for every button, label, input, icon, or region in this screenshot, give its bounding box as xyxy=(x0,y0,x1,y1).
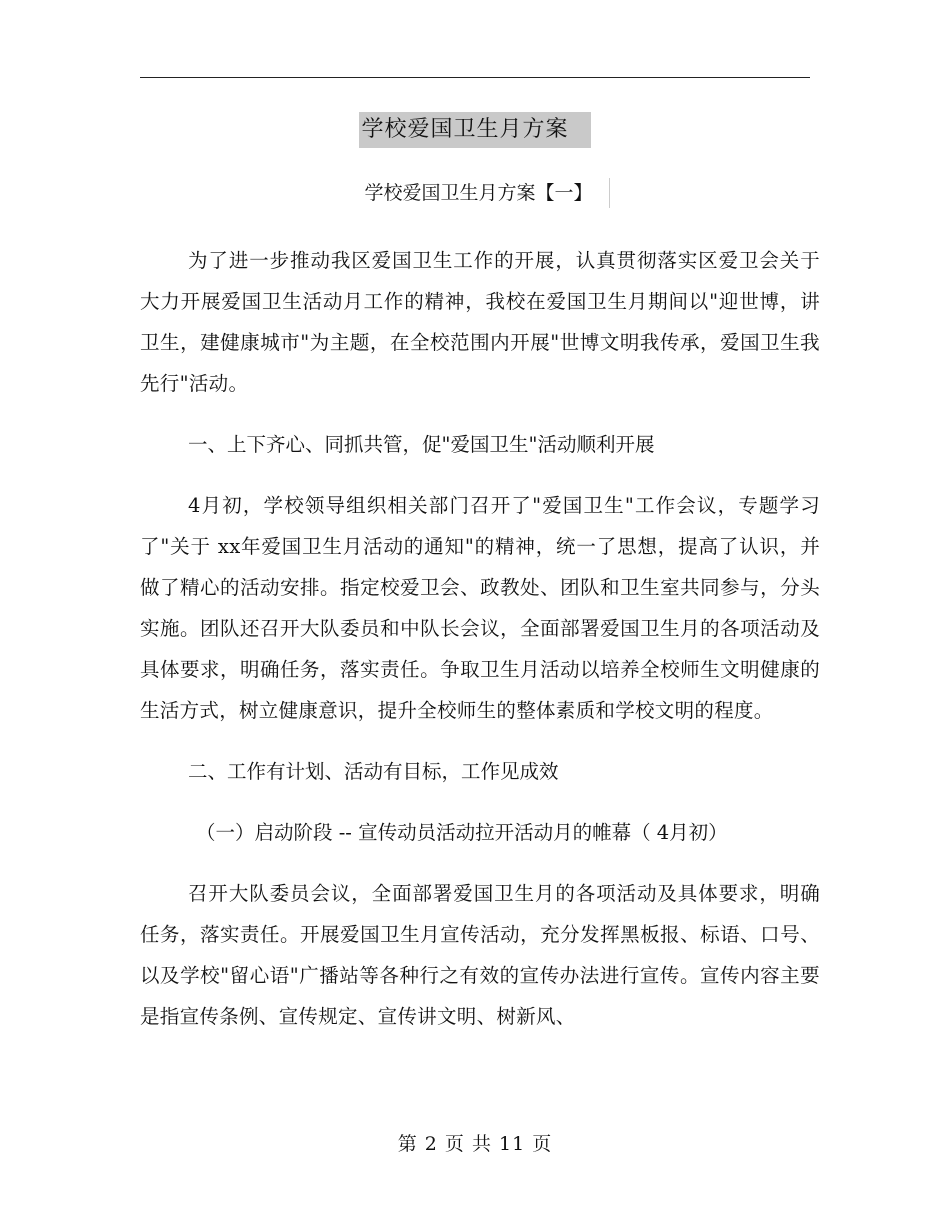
document-title: 学校爱国卫生月方案 xyxy=(359,112,590,148)
subtitle-container xyxy=(0,178,950,208)
subsection-heading-1: （一）启动阶段 -- 宣传动员活动拉开活动月的帷幕（ 4月初） xyxy=(196,821,728,844)
section-heading-1: 一、上下齐心、同抓共管，促"爱国卫生"活动顺利开展 xyxy=(188,433,655,456)
header-rule xyxy=(140,77,810,78)
document-subtitle: 学校爱国卫生月方案【一】 xyxy=(364,178,609,208)
intro-paragraph: 为了进一步推动我区爱国卫生工作的开展，认真贯彻落实区爱卫会关于大力开展爱国卫生活动月工作的精神，我校在爱国卫生月期间以"迎世博，讲卫生，建健康城市"为主题，在全校范围内开展"世博文明我传承，爱国卫生我先行"活动。 xyxy=(140,249,820,395)
page-footer: 第 2 页 共 11 页 xyxy=(397,1133,553,1155)
subsection-1-paragraph: 召开大队委员会议，全面部署爱国卫生月的各项活动及具体要求，明确任务，落实责任。开展爱国卫生月宣传活动，充分发挥黑板报、标语、口号、以及学校"留心语"广播站等各种行之有效的宣传办法进行宣传。宣传内容主要是指宣传条例、宣传规定、宣传讲文明、树新风、 xyxy=(140,882,820,1028)
document-body xyxy=(140,240,820,1057)
section-heading-2: 二、工作有计划、活动有目标，工作见成效 xyxy=(188,760,559,783)
title-container xyxy=(0,112,950,148)
section-1-paragraph: 4月初，学校领导组织相关部门召开了"爱国卫生"工作会议，专题学习了"关于 xx年爱国卫生月活动的通知"的精神，统一了思想，提高了认识，并做了精心的活动安排。指定校爱卫会、政教处、团队和卫生室共同参与，分头实施。团队还召开大队委员和中队长会议，全面部署爱国卫生月的各项活动及具体要求，明确任务，落实责任。争取卫生月活动以培养全校师生文明健康的生活方式，树立健康意识，提升全校师生的整体素质和学校文明的程度。 xyxy=(140,494,820,722)
